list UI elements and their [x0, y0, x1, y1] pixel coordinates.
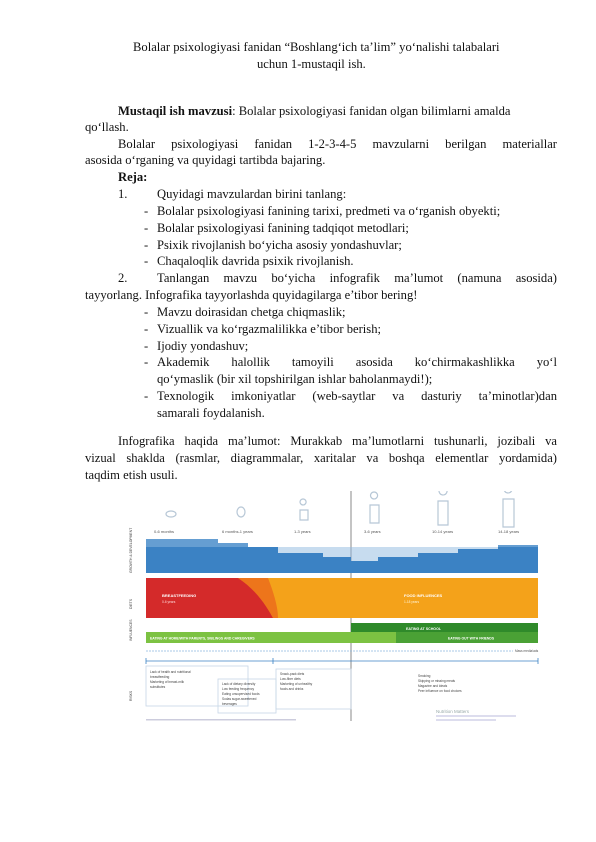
item1-dash-3: - — [144, 238, 149, 252]
svg-text:breastfeeding: breastfeeding — [150, 675, 170, 679]
item1-dash-2: - — [144, 221, 149, 235]
svg-text:Sodas sugar-sweetened: Sodas sugar-sweetened — [222, 697, 257, 701]
item1-sub-3: Psixik rivojlanish bo‘yicha asosiy yondashuvlar; — [157, 238, 402, 252]
item2-dash-5: - — [144, 389, 149, 403]
topic-text: : Bolalar psixologiyasi fanidan olgan bilimlarni amalda — [232, 104, 511, 118]
topic-line2: qo‘llash. — [85, 120, 129, 134]
infographic-image — [118, 491, 558, 729]
item2-sub-4-line1: Akademik halollik tamoyili asosida ko‘chirmakashlikka yo‘l — [157, 355, 557, 369]
item1-sub-4: Chaqaloqlik davrida psixik rivojlanish. — [157, 254, 354, 268]
topic-label: Mustaqil ish mavzusi — [118, 104, 233, 118]
svg-text:EATING AT HOME/WITH PARENTS, S: EATING AT HOME/WITH PARENTS, SIBLINGS AND CAREGIVERS — [150, 636, 255, 641]
infographic-brand: Nutrition Matters — [436, 709, 470, 714]
item1-text: Quyidagi mavzulardan birini tanlang: — [157, 187, 347, 201]
svg-text:Magazine and ideals: Magazine and ideals — [418, 684, 448, 688]
doc-title-line1: Bolalar psixologiyasi fanidan “Boshlang‘ich ta’lim” yo‘nalishi talabalari — [133, 40, 500, 54]
item2-dash-1: - — [144, 305, 149, 319]
age-label: 14-18 years — [498, 529, 520, 534]
age-label: 6 months-1 years — [222, 529, 253, 534]
row-label-diets: DIETS — [129, 599, 133, 609]
item2-sub-4-line2: qo‘ymaslik (bir xil topshirilgan ishlar baholanmaydi!); — [157, 372, 433, 386]
item2-sub-2: Vizuallik va ko‘rgazmalilikka e’tibor berish; — [157, 322, 381, 336]
age-label: 0-6 months — [154, 529, 175, 534]
svg-text:Peer influence on food choices: Peer influence on food choices — [418, 689, 462, 693]
eating-school-band — [351, 623, 538, 632]
svg-text:EATING OUT WITH FRIENDS: EATING OUT WITH FRIENDS — [448, 636, 495, 641]
item2-line2: tayyorlang. Infografika tayyorlashda quyidagilarga e’tibor bering! — [85, 288, 418, 302]
item1-number: 1. — [118, 187, 128, 201]
info-line3: taqdim etish usuli. — [85, 468, 178, 482]
row-label-growth: GROWTH & DEVELOPMENT — [129, 527, 133, 573]
item1-dash-1: - — [144, 204, 149, 218]
row-label-influences: INFLUENCES — [129, 619, 133, 641]
doc-title-line2: uchun 1-mustaqil ish. — [257, 57, 366, 71]
age-label: 3-6 years — [364, 529, 381, 534]
item2-sub-5-line2: samarali foydalanish. — [157, 406, 265, 420]
age-label: 1-3 years — [294, 529, 311, 534]
svg-text:Marketing of unhealthy: Marketing of unhealthy — [280, 682, 313, 686]
child-figures-icon — [166, 491, 514, 527]
svg-text:EATING AT SCHOOL: EATING AT SCHOOL — [406, 627, 442, 631]
info-line1: Infografika haqida ma’lumot: Murakkab ma’lumotlarni tushunarli, jozibali va — [118, 434, 557, 448]
svg-text:Lack of health and nutritional: Lack of health and nutritional — [150, 670, 191, 674]
svg-text:Smoking: Smoking — [418, 674, 431, 678]
breastfeeding-label: BREASTFEEDING — [162, 593, 197, 598]
item2-sub-3: Ijodiy yondashuv; — [157, 339, 249, 353]
food-influences-label: FOOD INFLUENCES — [404, 593, 443, 598]
item2-sub-1: Mavzu doirasidan chetga chiqmaslik; — [157, 305, 346, 319]
svg-text:Snack-pack diets: Snack-pack diets — [280, 672, 305, 676]
topic-line1 — [118, 103, 510, 120]
svg-text:1-18 years: 1-18 years — [404, 600, 420, 604]
plan-label: Reja: — [118, 170, 148, 184]
para1-line1: Bolalar psixologiyasi fanidan 1-2-3-4-5 mavzularni berilgan materiallar — [118, 137, 557, 151]
item1-dash-4: - — [144, 254, 149, 268]
item2-sub-5-line1: Texnologik imkoniyatlar (web-saytlar va dasturiy ta’minotlar)dan — [157, 389, 557, 403]
row-label-risks: RISKS — [129, 690, 133, 701]
svg-text:Skipping or missing meals: Skipping or missing meals — [418, 679, 456, 683]
para1-line2: asosida o‘rganing va quyidagi tartibda bajaring. — [85, 153, 326, 167]
item2-number: 2. — [118, 271, 128, 285]
svg-text:Eating unsupervised foods: Eating unsupervised foods — [222, 692, 260, 696]
svg-text:Lack of dietary diversity: Lack of dietary diversity — [222, 682, 256, 686]
item2-dash-4: - — [144, 355, 149, 369]
svg-text:Low-fiber diets: Low-fiber diets — [280, 677, 301, 681]
svg-text:Low feeding frequency: Low feeding frequency — [222, 687, 255, 691]
svg-text:substitutes: substitutes — [150, 685, 166, 689]
item1-sub-1: Bolalar psixologiyasi fanining tarixi, predmeti va o‘rganish obyekti; — [157, 204, 501, 218]
item2-dash-3: - — [144, 339, 149, 353]
item1-sub-2: Bolalar psixologiyasi fanining tadqiqot metodlari; — [157, 221, 409, 235]
svg-text:0-6 years: 0-6 years — [162, 600, 176, 604]
svg-text:Marketing of breast-milk: Marketing of breast-milk — [150, 680, 185, 684]
info-line2: vizual shaklda (rasmlar, diagrammalar, xaritalar va boshqa elementlar yordamida) — [85, 451, 557, 465]
svg-text:beverages: beverages — [222, 702, 237, 706]
age-label: 10-14 years — [432, 529, 454, 534]
svg-text:foods and drinks: foods and drinks — [280, 687, 304, 691]
item2-line1: Tanlangan mavzu bo‘yicha infografik ma’lumot (namuna asosida) — [157, 271, 557, 285]
item2-dash-2: - — [144, 322, 149, 336]
svg-text:Mass media/ads: Mass media/ads — [515, 649, 539, 653]
